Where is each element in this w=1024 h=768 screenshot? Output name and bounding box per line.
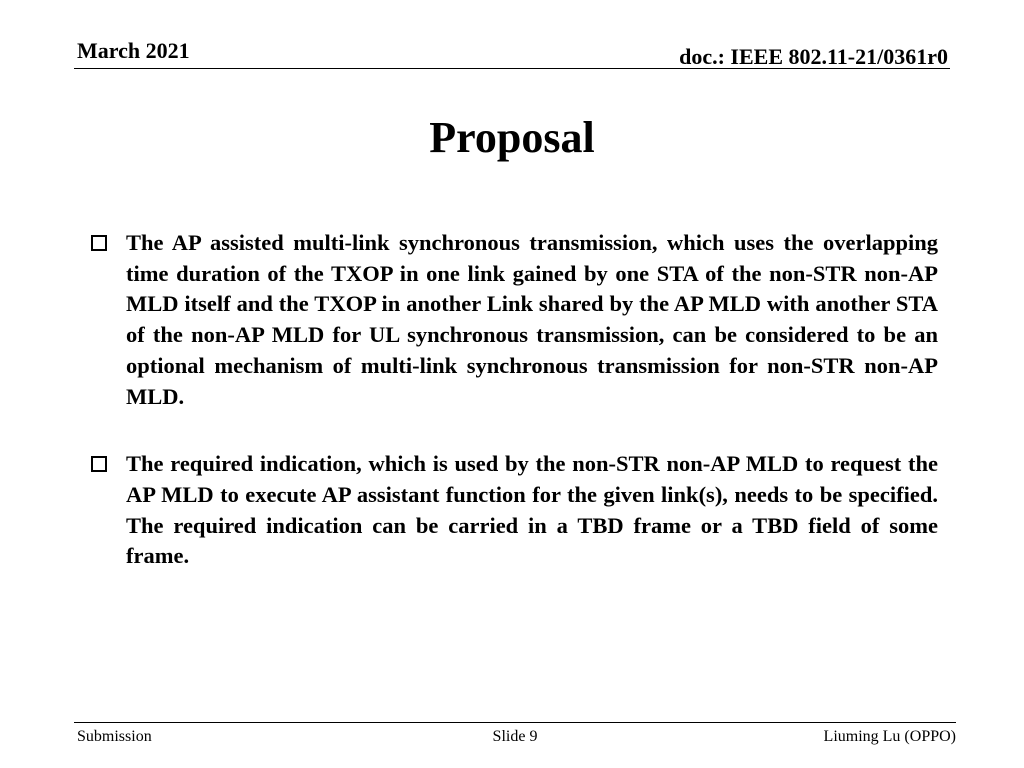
bullet-text: The required indication, which is used by the non-STR non-AP MLD to request the AP MLD to execute AP assistant function for the given link(s), needs to be specified. The required indication can be carried in a TBD frame or a TBD field of some frame.: [126, 451, 938, 569]
footer-submission: Submission: [77, 728, 152, 745]
footer-author: Liuming Lu (OPPO): [823, 728, 956, 745]
header-divider: [74, 68, 950, 69]
bullet-item: [88, 228, 938, 412]
bullet-list: [88, 228, 938, 572]
bullet-text: The AP assisted multi-link synchronous transmission, which uses the overlapping time duration of the TXOP in one link gained by one STA of the non-STR non-AP MLD itself and the TXOP in another Link shared by the AP MLD with another STA of the non-AP MLD for UL synchronous transmission, can be considered to be an optional mechanism of multi-link synchronous transmission for non-STR non-AP MLD.: [126, 230, 938, 409]
footer-divider: [74, 722, 956, 723]
header-date: March 2021: [77, 38, 190, 63]
bullet-item: [88, 449, 938, 572]
slide-title: Proposal: [429, 113, 595, 162]
header-doc-id: doc.: IEEE 802.11-21/0361r0: [679, 44, 948, 69]
hollow-square-bullet-icon: [91, 235, 107, 251]
footer-slide-number: Slide 9: [492, 728, 538, 745]
hollow-square-bullet-icon: [91, 456, 107, 472]
